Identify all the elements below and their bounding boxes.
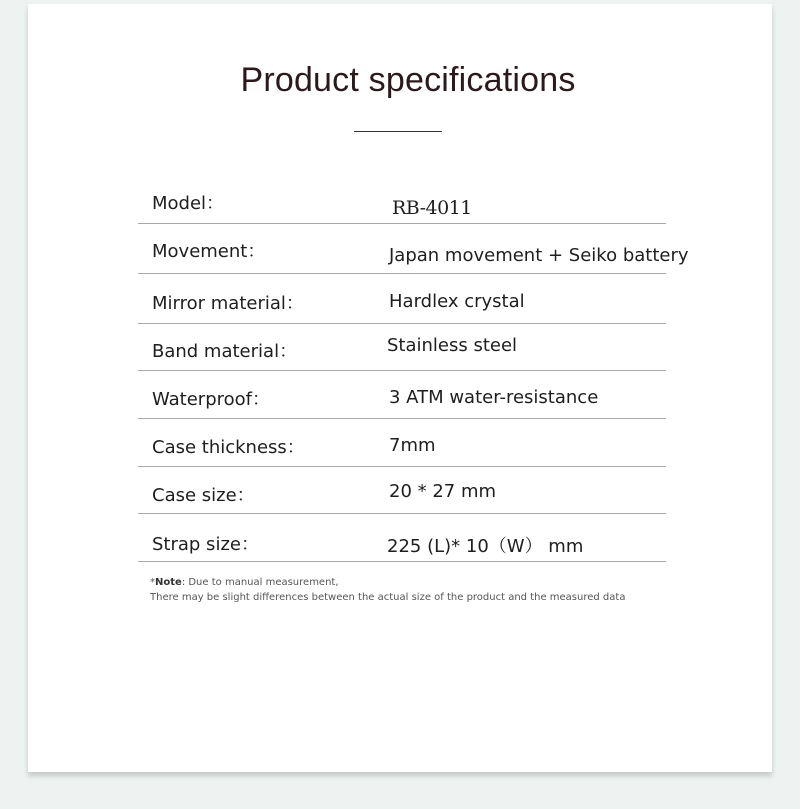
note-line-2: There may be slight differences between the actual size of the product and the measured data bbox=[150, 592, 626, 603]
spec-value: 7mm bbox=[389, 435, 436, 456]
spec-label: Case size： bbox=[152, 485, 255, 506]
spec-label: Case thickness： bbox=[152, 437, 305, 458]
spec-value: 20 * 27 mm bbox=[389, 481, 497, 502]
spec-row-strap-size bbox=[138, 513, 666, 562]
spec-value: Hardlex crystal bbox=[389, 291, 525, 312]
spec-value: RB-4011 bbox=[392, 197, 472, 219]
measurement-note bbox=[150, 575, 625, 605]
title-underline bbox=[354, 131, 442, 132]
spec-label: Model： bbox=[152, 193, 225, 214]
spec-card bbox=[28, 4, 772, 772]
note-text-1: : Due to manual measurement, bbox=[181, 577, 339, 588]
spec-row-case-size bbox=[138, 466, 666, 514]
spec-label: Waterproof： bbox=[152, 389, 271, 410]
spec-label: Mirror material： bbox=[152, 293, 304, 314]
spec-value: Japan movement + Seiko battery bbox=[389, 245, 689, 266]
spec-label: Band material： bbox=[152, 341, 298, 362]
note-line-1 bbox=[150, 575, 625, 590]
note-keyword: Note bbox=[155, 577, 182, 588]
spec-row-case-thickness bbox=[138, 418, 666, 467]
spec-label: Strap size： bbox=[152, 534, 259, 555]
note-asterisk: * bbox=[150, 577, 155, 588]
spec-row-waterproof bbox=[138, 370, 666, 419]
spec-row-movement bbox=[138, 223, 689, 274]
spec-label: Movement： bbox=[152, 241, 266, 262]
spec-row-band-material bbox=[138, 323, 666, 371]
spec-row-mirror-material bbox=[138, 273, 666, 324]
spec-value: 3 ATM water-resistance bbox=[389, 387, 599, 408]
spec-value: Stainless steel bbox=[387, 335, 518, 356]
spec-row-model bbox=[138, 179, 666, 224]
page-title: Product specifications bbox=[240, 61, 576, 99]
spec-value: 225 (L)* 10（W） mm bbox=[387, 536, 584, 557]
